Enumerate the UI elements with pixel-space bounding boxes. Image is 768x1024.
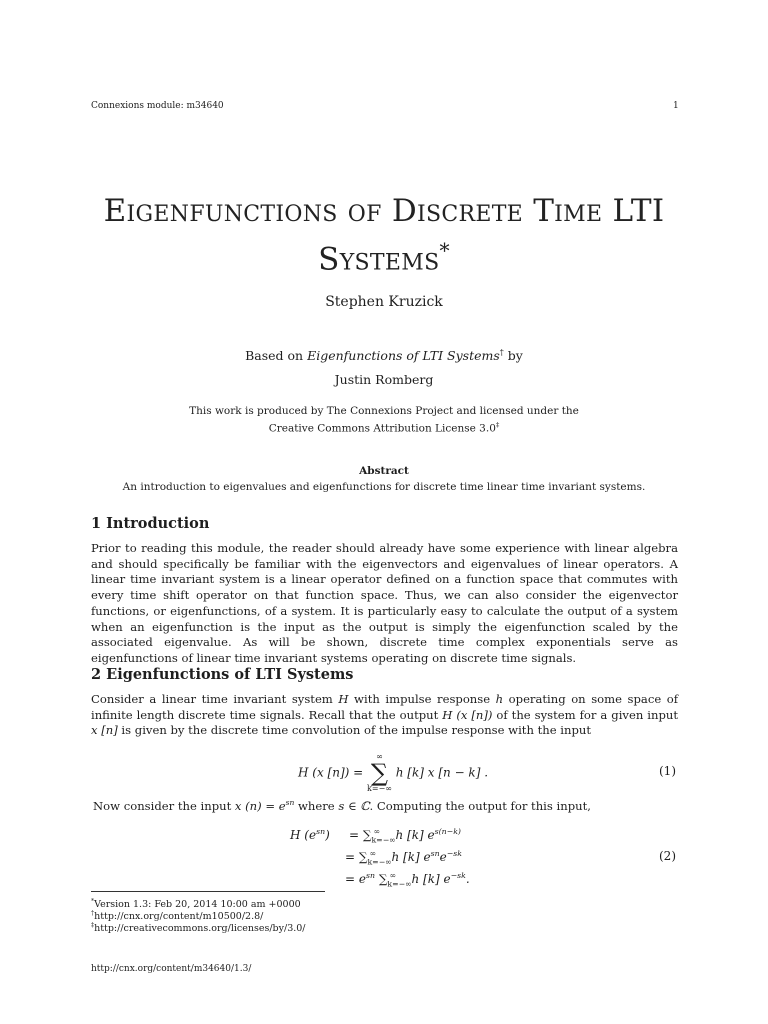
author: Stephen Kruzick bbox=[325, 294, 443, 310]
eq2-row2-rest: h [k] e bbox=[391, 850, 431, 864]
based-on-prefix: Based on bbox=[245, 348, 308, 364]
eq2-row3-exp: sn bbox=[365, 871, 376, 880]
footnote-url[interactable]: http://cnx.org/content/m10500/2.8/ bbox=[94, 911, 264, 923]
eq2-row3-rest: h [k] e bbox=[411, 872, 451, 886]
license-line-1: This work is produced by The Connexions Project and licensed under the bbox=[189, 405, 579, 417]
math-exponent: sn bbox=[285, 798, 295, 807]
based-on-work: Eigenfunctions of LTI Systems bbox=[307, 348, 500, 364]
text-run: with impulse response bbox=[348, 692, 496, 706]
page-title bbox=[0, 190, 768, 232]
license-line-2 bbox=[0, 421, 768, 435]
page-title-line-2 bbox=[0, 230, 768, 280]
equation-1-rhs: h [k] x [n − k] . bbox=[395, 765, 489, 780]
eq2-row3-sum-lower: k=−∞ bbox=[387, 879, 412, 889]
equation-1-lhs: H (x [n]) = bbox=[298, 765, 364, 780]
eq2-row1-sum-upper: ∞ bbox=[373, 827, 381, 836]
equation-2-row-2 bbox=[345, 849, 462, 866]
eq2-row1-sum: = ∑ bbox=[349, 828, 372, 842]
text-run: of the system for a given input bbox=[492, 707, 678, 722]
summation-symbol bbox=[367, 752, 392, 794]
running-header: Connexions module: m34640 bbox=[91, 101, 224, 111]
eq2-lhs: H (e bbox=[290, 828, 317, 842]
eq2-row3-end: . bbox=[465, 872, 470, 886]
eq2-row3-sum: ∑ bbox=[375, 872, 388, 886]
eq2-row1-sum-lower: k=−∞ bbox=[371, 835, 396, 845]
based-on-mark: † bbox=[499, 347, 504, 357]
eq2-row1-rest: h [k] e bbox=[395, 828, 435, 842]
footnote-mark: † bbox=[91, 910, 95, 917]
footnote-license-link[interactable] bbox=[91, 920, 306, 935]
page-number: 1 bbox=[673, 101, 679, 111]
footnote-divider bbox=[91, 891, 325, 892]
text-run: . Computing the output for this input, bbox=[369, 798, 591, 813]
text-run: operating on some space of infinite length discrete time signals. Recall that the output bbox=[91, 692, 679, 722]
section-heading-introduction: 1 Introduction bbox=[91, 515, 210, 532]
text-run: Now consider the input bbox=[93, 798, 235, 813]
math-symbol: x [n] bbox=[91, 723, 118, 738]
eq2-row2-exp1: sn bbox=[430, 849, 440, 858]
license-text: Creative Commons Attribution License 3.0 bbox=[268, 422, 496, 435]
based-on bbox=[0, 347, 768, 363]
abstract-heading: Abstract bbox=[359, 465, 409, 477]
eq2-row2-sum: = ∑ bbox=[345, 850, 368, 864]
text-run: Consider a linear time invariant system bbox=[91, 692, 339, 706]
abstract-text: An introduction to eigenvalues and eigenfunctions for discrete time linear time invariant systems. bbox=[122, 481, 646, 493]
equation-2-row-1 bbox=[349, 827, 461, 844]
footnote-url[interactable]: http://creativecommons.org/licenses/by/3.0/ bbox=[94, 923, 306, 935]
sigma-glyph: ∑ bbox=[370, 759, 389, 787]
math-input: x (n) = e bbox=[234, 798, 286, 813]
eq2-row2-mid: e bbox=[439, 850, 447, 864]
eq2-row2-sum-lower: k=−∞ bbox=[367, 857, 392, 867]
equation-2-number: (2) bbox=[659, 849, 676, 863]
sum-lower-limit: k=−∞ bbox=[367, 784, 392, 793]
footnote-mark: ‡ bbox=[91, 922, 95, 929]
eq2-row1-exp: s(n−k) bbox=[434, 827, 461, 836]
license-mark: ‡ bbox=[495, 421, 500, 429]
eq2-row3-sum-upper: ∞ bbox=[389, 871, 397, 880]
eq2-row3-exp2: −sk bbox=[450, 871, 466, 880]
original-author: Justin Romberg bbox=[334, 372, 434, 387]
math-symbol: h bbox=[495, 692, 504, 706]
sum-upper-limit: ∞ bbox=[376, 752, 383, 761]
equation-2-row-3 bbox=[345, 871, 470, 888]
footer-url[interactable]: http://cnx.org/content/m34640/1.3/ bbox=[91, 964, 252, 974]
equation-1-number: (1) bbox=[659, 764, 676, 778]
introduction-paragraph: Prior to reading this module, the reader should already have some experience with linear algebra and should specifically be familiar with the eigenvectors and eigenvalues of linear operators. A linear time invariant system is a linear operator defined on a function space that commutes with every time shift operator on that function space. Thus, we can also consider the eigenvector functions, or eigenfunctions, of a system. It is particularly easy to calculate the output of a system when an eigenfunction is the input as the output is simply the eigenfunction scaled by the associated eigenvalue. As will be shown, discrete time complex exponentials serve as eigenfunctions of linear time invariant systems operating on discrete time signals. bbox=[91, 541, 678, 665]
equation-1 bbox=[298, 752, 488, 794]
eq2-row2-exp2: −sk bbox=[446, 849, 462, 858]
based-on-suffix: by bbox=[503, 348, 523, 364]
title-line-1: Eigenfunctions of Discrete Time LTI bbox=[103, 193, 665, 229]
math-symbol: H bbox=[338, 692, 349, 706]
eq2-lhs-exp: sn bbox=[316, 827, 326, 836]
math-symbol: s ∈ ℂ bbox=[338, 798, 370, 813]
eq2-row2-sum-upper: ∞ bbox=[369, 849, 377, 858]
section2-paragraph bbox=[91, 692, 678, 739]
title-line-2: Systems bbox=[318, 241, 440, 278]
footnote-mark: * bbox=[91, 898, 95, 905]
section-heading-eigenfunctions: 2 Eigenfunctions of LTI Systems bbox=[91, 666, 354, 683]
math-symbol: H (x [n]) bbox=[442, 707, 493, 722]
text-run: is given by the discrete time convolution of the impulse response with the input bbox=[117, 723, 592, 738]
text-run: where bbox=[294, 798, 339, 813]
footnote-text: Version 1.3: Feb 20, 2014 10:00 am +0000 bbox=[94, 899, 301, 911]
equation-2-lhs bbox=[290, 827, 330, 842]
math-symbol bbox=[235, 799, 294, 813]
eq2-row3-a: = e bbox=[345, 872, 366, 886]
input-definition-paragraph bbox=[93, 795, 680, 815]
eq2-lhs-close: ) bbox=[325, 828, 330, 842]
title-footnote-mark: * bbox=[439, 239, 450, 263]
